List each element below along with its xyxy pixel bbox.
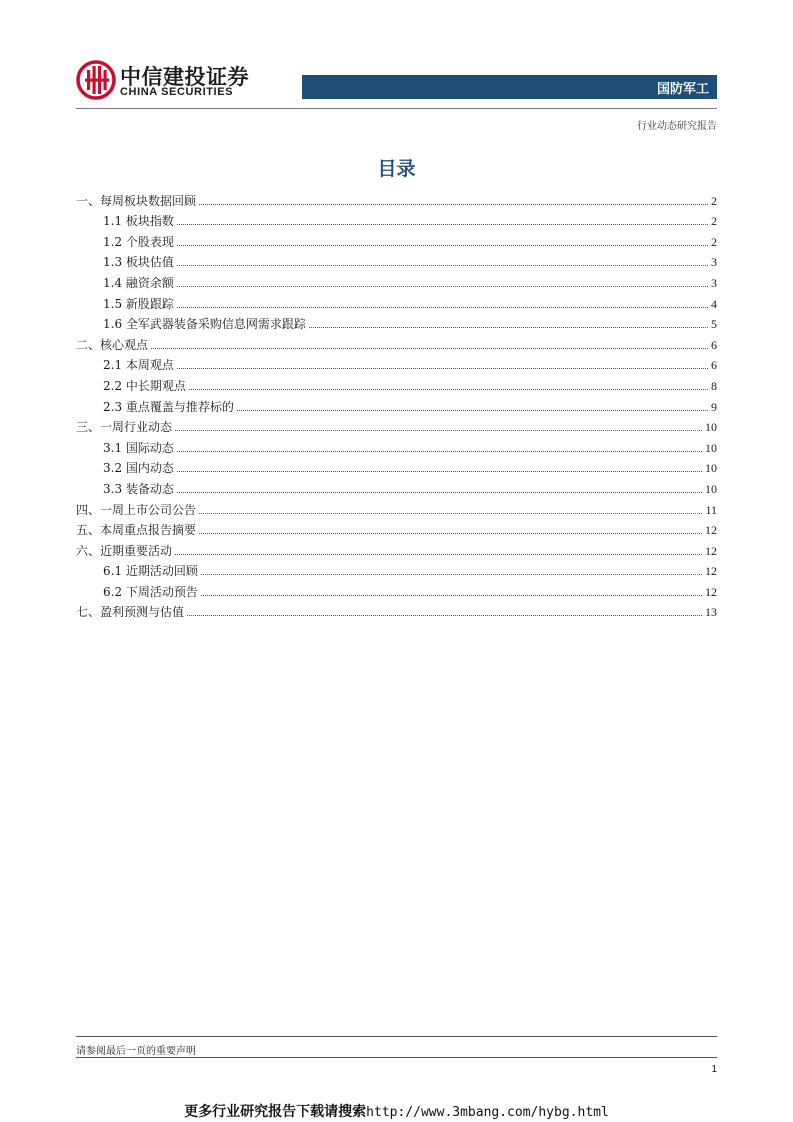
report-type: 行业动态研究报告 <box>637 121 717 132</box>
toc-title: 目录 <box>377 158 416 180</box>
header-bar <box>302 75 717 99</box>
china-securities-emblem-icon <box>76 60 116 100</box>
toc-dot-leader <box>177 368 708 369</box>
toc-entry-page: 3 <box>711 255 717 270</box>
footer-divider <box>76 1036 717 1037</box>
toc-entry[interactable] <box>76 353 717 374</box>
toc-dot-leader <box>187 615 702 616</box>
toc-entry-label: 2.2 中长期观点 <box>103 378 186 393</box>
toc-entry[interactable] <box>76 209 717 230</box>
footer-divider-bottom <box>76 1057 717 1058</box>
toc-entry-label: 6.2 下周活动预告 <box>103 584 198 599</box>
disclaimer-note: 请参阅最后一页的重要声明 <box>76 1046 196 1057</box>
toc-entry-label: 1.5 新股跟踪 <box>103 296 174 311</box>
toc-entry-label: 1.6 全军武器装备采购信息网需求跟踪 <box>103 317 306 332</box>
toc-dot-leader <box>309 327 708 328</box>
toc-entry-label: 6.1 近期活动回顾 <box>103 564 198 579</box>
toc-entry-page: 12 <box>705 523 717 538</box>
toc-entry-label: 3.2 国内动态 <box>103 461 174 476</box>
toc-dot-leader <box>177 471 702 472</box>
toc-entry-label: 2.1 本周观点 <box>103 358 174 373</box>
toc-entry[interactable] <box>76 188 717 209</box>
toc-entry[interactable] <box>76 518 717 539</box>
toc-dot-leader <box>237 410 708 411</box>
toc-entry-label: 1.2 个股表现 <box>103 234 174 249</box>
toc-entry-label: 1.3 板块估值 <box>103 255 174 270</box>
toc-dot-leader <box>199 533 702 534</box>
toc-entry-label: 3.1 国际动态 <box>103 440 174 455</box>
toc-entry[interactable] <box>76 373 717 394</box>
toc-dot-leader <box>177 492 702 493</box>
toc-entry-page: 12 <box>705 584 717 599</box>
toc-entry-label: 六、近期重要活动 <box>76 543 173 558</box>
logo-english-name: CHINA SECURITIES <box>120 86 234 98</box>
toc-entry[interactable] <box>76 415 717 436</box>
toc-dot-leader <box>177 451 702 452</box>
toc-entry-page: 10 <box>705 440 717 455</box>
banner-text: 更多行业研究报告下载请搜索 <box>184 1104 367 1120</box>
banner-url[interactable]: http://www.3mbang.com/hybg.html <box>366 1105 609 1120</box>
toc-entry-page: 4 <box>711 296 717 311</box>
toc-dot-leader <box>189 389 708 390</box>
toc-entry[interactable] <box>76 559 717 580</box>
toc-entry[interactable] <box>76 600 717 621</box>
toc-entry[interactable] <box>76 270 717 291</box>
toc-entry[interactable] <box>76 250 717 271</box>
toc-entry-label: 一、每周板块数据回顾 <box>76 193 197 208</box>
toc-entry[interactable] <box>76 394 717 415</box>
toc-dot-leader <box>177 286 708 287</box>
toc-entry[interactable] <box>76 497 717 518</box>
toc-entry-label: 七、盈利预测与估值 <box>76 605 185 620</box>
toc-entry-page: 13 <box>705 605 717 620</box>
toc-entry-label: 3.3 装备动态 <box>103 481 174 496</box>
toc-entry-label: 三、一周行业动态 <box>76 420 173 435</box>
toc-dot-leader <box>177 224 708 225</box>
toc-entry[interactable] <box>76 456 717 477</box>
toc-entry-label: 2.3 重点覆盖与推荐标的 <box>103 399 234 414</box>
download-banner <box>0 1101 793 1121</box>
toc-entry-page: 11 <box>705 502 717 517</box>
toc-entry[interactable] <box>76 579 717 600</box>
toc-entry-page: 2 <box>711 234 717 249</box>
toc-dot-leader <box>199 204 708 205</box>
toc-dot-leader <box>175 554 702 555</box>
toc-entry-label: 二、核心观点 <box>76 337 149 352</box>
toc-entry-page: 12 <box>705 564 717 579</box>
toc-dot-leader <box>177 307 708 308</box>
page-number: 1 <box>711 1064 717 1075</box>
toc-entry-page: 5 <box>711 317 717 332</box>
toc-entry[interactable] <box>76 476 717 497</box>
toc-entry-label: 五、本周重点报告摘要 <box>76 523 197 538</box>
toc-entry-page: 2 <box>711 214 717 229</box>
toc-dot-leader <box>199 513 702 514</box>
company-logo <box>76 60 256 102</box>
toc-entry[interactable] <box>76 538 717 559</box>
table-of-contents <box>76 188 717 620</box>
toc-dot-leader <box>151 348 708 349</box>
toc-dot-leader <box>201 595 702 596</box>
toc-entry-label: 1.1 板块指数 <box>103 214 174 229</box>
toc-entry-page: 9 <box>711 399 717 414</box>
toc-entry-page: 10 <box>705 420 717 435</box>
toc-entry-label: 四、一周上市公司公告 <box>76 502 197 517</box>
toc-entry-page: 10 <box>705 461 717 476</box>
toc-entry-page: 12 <box>705 543 717 558</box>
toc-entry-page: 6 <box>711 337 717 352</box>
toc-entry-page: 2 <box>711 193 717 208</box>
header-divider <box>76 108 717 109</box>
toc-entry-page: 10 <box>705 481 717 496</box>
toc-dot-leader <box>177 245 708 246</box>
toc-dot-leader <box>175 430 702 431</box>
toc-entry[interactable] <box>76 332 717 353</box>
toc-entry[interactable] <box>76 312 717 333</box>
sector-label: 国防军工 <box>656 82 709 97</box>
toc-dot-leader <box>177 265 708 266</box>
toc-entry[interactable] <box>76 435 717 456</box>
toc-entry-page: 3 <box>711 275 717 290</box>
toc-entry-label: 1.4 融资余额 <box>103 275 174 290</box>
toc-entry-page: 6 <box>711 358 717 373</box>
toc-entry[interactable] <box>76 229 717 250</box>
toc-entry[interactable] <box>76 291 717 312</box>
toc-dot-leader <box>201 574 702 575</box>
logo-chinese-name: 中信建投证券 <box>120 65 249 89</box>
toc-entry-page: 8 <box>711 378 717 393</box>
